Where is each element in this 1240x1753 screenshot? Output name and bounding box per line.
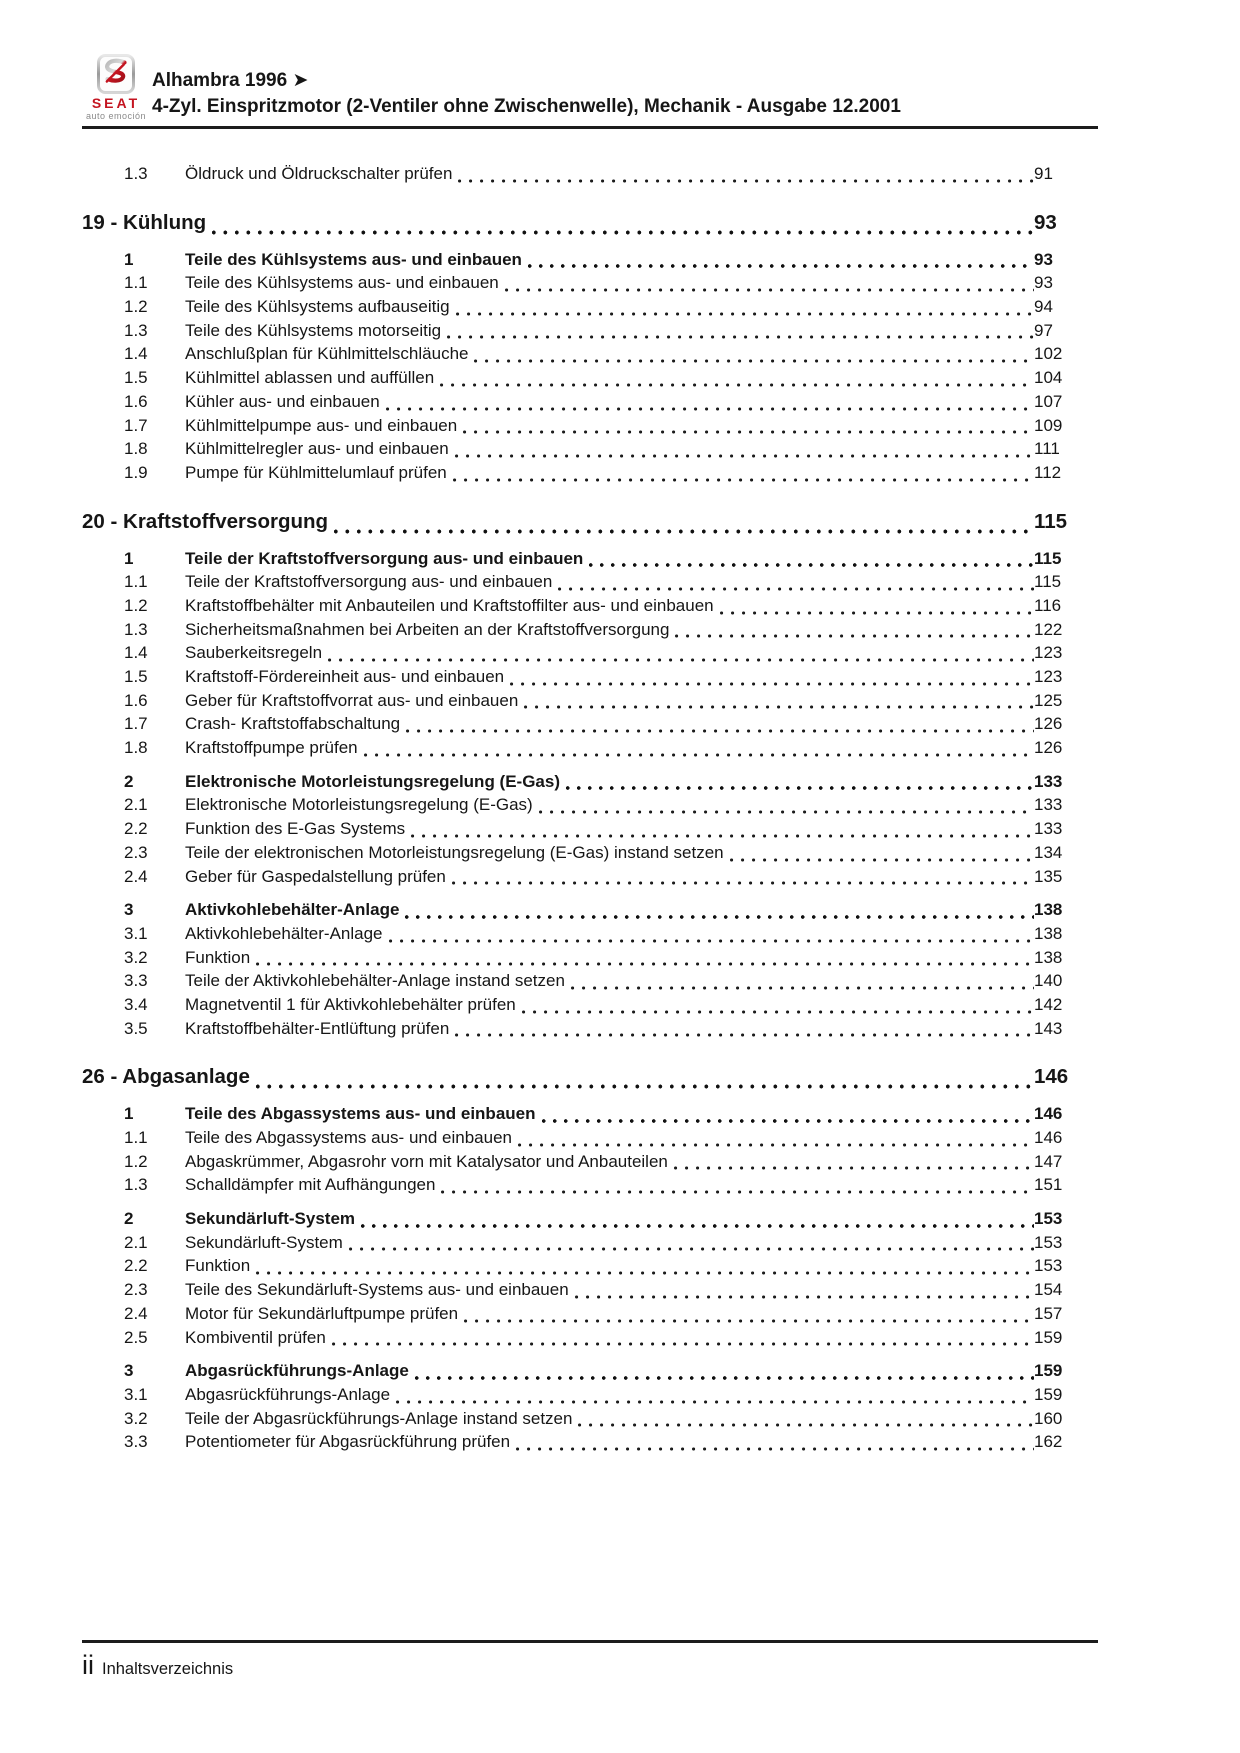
toc-entry-number: 1.7 (124, 714, 148, 734)
dot-leader (589, 554, 1034, 570)
toc-entry-number: 3.2 (124, 947, 148, 967)
toc-entry-page: 133 (1034, 771, 1063, 791)
toc-entry-number: 3.1 (124, 1384, 148, 1404)
toc-entry-title: Teile des Kühlsystems aus- und einbauen (185, 273, 499, 293)
dot-leader (675, 625, 1034, 641)
toc-section-heading (82, 507, 1082, 537)
toc-entry (82, 1326, 1082, 1350)
toc-entry-page: 107 (1034, 391, 1063, 411)
toc-entry-title: Anschlußplan für Kühlmittelschläuche (185, 344, 469, 364)
header-model-line: Alhambra 1996 ➤ (152, 70, 309, 91)
dot-leader (396, 1391, 1034, 1407)
dot-leader (578, 1414, 1034, 1430)
toc-entry-number: 1.2 (124, 297, 148, 317)
seat-tagline: auto emoción (85, 111, 147, 121)
toc-entry (82, 461, 1082, 485)
toc-entry-number: 1.2 (124, 595, 148, 615)
toc-entry (82, 736, 1082, 760)
dot-leader (558, 578, 1034, 594)
toc-entry-title: Sekundärluft-System (185, 1209, 356, 1229)
dot-leader (571, 977, 1034, 993)
dot-leader (452, 872, 1034, 888)
toc-entry-page: 122 (1034, 619, 1063, 639)
toc-section-title: 19 - Kühlung (82, 210, 207, 234)
toc-entry (82, 594, 1082, 618)
toc-entry (82, 1150, 1082, 1174)
dot-leader (524, 696, 1034, 712)
toc-entry-number: 2 (124, 771, 134, 791)
toc-section-entries (82, 1102, 1082, 1454)
toc-entry-title: Geber für Gaspedalstellung prüfen (185, 866, 446, 886)
dot-leader (415, 1367, 1034, 1383)
toc-entry-title: Teile des Kühlsystems aus- und einbauen (185, 249, 522, 269)
toc-entry-number: 2.3 (124, 842, 148, 862)
toc-section (82, 507, 1082, 1041)
toc-entry-page: 123 (1034, 667, 1063, 686)
dot-leader (389, 930, 1034, 946)
toc-entry-number: 3.3 (124, 971, 148, 991)
toc-entry-title: Magnetventil 1 für Aktivkohlebehälter prüfen (185, 994, 516, 1014)
toc-entry-title: Teile des Kühlsystems aufbauseitig (185, 297, 450, 317)
toc-entry-number: 2.1 (124, 1232, 148, 1252)
toc-entry-number: 1.3 (124, 320, 148, 340)
dot-leader (361, 1215, 1034, 1231)
toc-entry-number: 2.2 (124, 1256, 148, 1276)
toc-entry-title: Pumpe für Kühlmittelumlauf prüfen (185, 462, 447, 482)
toc-pre-entries (82, 162, 1082, 186)
toc-entry-number: 1 (124, 548, 134, 568)
dot-leader (212, 219, 1034, 238)
dot-leader (447, 326, 1034, 342)
toc-entry-title: Kühler aus- und einbauen (185, 391, 380, 411)
toc-entry-page: 160 (1034, 1408, 1063, 1428)
toc-section-heading (82, 1062, 1082, 1092)
dot-leader (522, 1001, 1034, 1017)
toc-entry-title: Funktion (185, 1256, 251, 1276)
toc-entry-page: 104 (1034, 368, 1063, 388)
toc-entry-title: Teile der elektronischen Motorleistungsregelung (E-Gas) instand setzen (185, 842, 724, 862)
toc-entry (82, 1302, 1082, 1326)
toc-entry (82, 865, 1082, 889)
toc-entry-page: 153 (1034, 1256, 1063, 1276)
dot-leader (453, 469, 1034, 485)
toc-entry (82, 162, 1082, 186)
toc-entry-number: 2 (124, 1209, 134, 1229)
footer-label: Inhaltsverzeichnis (102, 1660, 234, 1678)
toc-entry-page: 153 (1034, 1232, 1063, 1252)
toc-entry-title: Crash- Kraftstoffabschaltung (185, 714, 401, 734)
dot-leader (406, 720, 1034, 736)
toc-entry-page: 109 (1034, 415, 1063, 435)
toc-entry-title: Teile der Abgasrückführungs-Anlage instand setzen (185, 1408, 573, 1428)
toc-entry-number: 2.4 (124, 866, 148, 886)
toc-entry-title: Teile des Sekundärluft-Systems aus- und einbauen (185, 1280, 569, 1300)
toc-entry-page: 112 (1034, 462, 1062, 482)
toc-entry (82, 271, 1082, 295)
dot-leader (542, 1110, 1035, 1126)
toc-entry (82, 641, 1082, 665)
toc-entry (82, 295, 1082, 319)
dot-leader (455, 445, 1034, 461)
toc-entry (82, 1254, 1082, 1278)
toc-entry-page: 94 (1034, 297, 1053, 317)
toc-entry-title: Kraftstoffpumpe prüfen (185, 738, 358, 758)
toc-entry-page: 123 (1034, 643, 1063, 663)
toc-entry-number: 1.4 (124, 344, 148, 364)
dot-leader (528, 255, 1034, 271)
toc-entry-number: 3.1 (124, 923, 148, 943)
header-title-line: 4-Zyl. Einspritzmotor (2-Ventiler ohne Zwischenwelle), Mechanik - Ausgabe 12.2001 (152, 96, 901, 117)
toc-entry (82, 1430, 1082, 1454)
toc-entry (82, 841, 1082, 865)
toc-sections (82, 208, 1082, 1454)
toc-entry (82, 1278, 1082, 1302)
dot-leader (332, 1333, 1034, 1349)
toc-entry-number: 1.1 (124, 1128, 148, 1147)
toc-entry-number: 1.3 (124, 619, 148, 639)
toc-entry-title: Kühlmittel ablassen und auffüllen (185, 368, 435, 388)
toc-entry-number: 1.6 (124, 391, 148, 411)
toc-entry (82, 922, 1082, 946)
toc-entry (82, 1383, 1082, 1407)
dot-leader (411, 825, 1034, 841)
toc-entry (82, 390, 1082, 414)
toc-entry-title: Motor für Sekundärluftpumpe prüfen (185, 1303, 459, 1323)
dot-leader (458, 170, 1034, 186)
toc-section-page: 115 (1034, 509, 1068, 533)
dot-leader (474, 350, 1034, 366)
toc-entry-number: 1.3 (124, 1175, 148, 1195)
toc-entry-title: Schalldämpfer mit Aufhängungen (185, 1175, 436, 1195)
toc-entry (82, 712, 1082, 736)
footer-page-number: ii (82, 1650, 94, 1680)
toc-entry-title: Teile des Abgassystems aus- und einbauen (185, 1128, 512, 1147)
dot-leader (256, 953, 1034, 969)
toc-entry (82, 1359, 1082, 1383)
toc-entry-number: 1.5 (124, 667, 148, 686)
toc-entry-number: 1 (124, 249, 134, 269)
toc-entry-title: Teile des Kühlsystems motorseitig (185, 320, 442, 340)
toc-entry (82, 437, 1082, 461)
toc-entry-number: 1.3 (124, 164, 148, 183)
toc-entry-page: 126 (1034, 738, 1063, 758)
toc-entry-page: 135 (1034, 866, 1063, 886)
dot-leader (516, 1438, 1034, 1454)
toc-entry-number: 3.3 (124, 1432, 148, 1452)
toc-entry-title: Aktivkohlebehälter-Anlage (185, 900, 400, 920)
toc-entry-title: Abgasrückführungs-Anlage (185, 1361, 409, 1381)
toc-entry-page: 97 (1034, 320, 1053, 340)
toc-entry-page: 133 (1034, 795, 1063, 815)
toc-entry (82, 993, 1082, 1017)
dot-leader (720, 602, 1034, 618)
toc-entry (82, 898, 1082, 922)
dot-leader (441, 1181, 1034, 1197)
toc-entry-page: 142 (1034, 994, 1063, 1014)
toc-entry-title: Potentiometer für Abgasrückführung prüfen (185, 1432, 511, 1452)
dot-leader (566, 777, 1034, 793)
toc-entry-page: 115 (1034, 572, 1062, 592)
dot-leader (463, 421, 1034, 437)
toc-entry-title: Abgaskrümmer, Abgasrohr vorn mit Katalysator und Anbauteilen (185, 1151, 668, 1171)
dot-leader (386, 398, 1034, 414)
toc-entry (82, 618, 1082, 642)
toc-entry (82, 770, 1082, 794)
toc-entry-page: 143 (1034, 1018, 1063, 1038)
dot-leader (349, 1238, 1034, 1254)
toc-entry-page: 157 (1034, 1303, 1063, 1323)
toc-entry-page: 140 (1034, 971, 1063, 991)
toc-entry-number: 1.1 (124, 572, 148, 592)
toc-section-page: 146 (1034, 1065, 1069, 1089)
toc-entry-page: 138 (1034, 900, 1063, 920)
dot-leader (510, 673, 1034, 689)
toc-entry-number: 1.9 (124, 462, 148, 482)
toc-entry-title: Abgasrückführungs-Anlage (185, 1384, 391, 1404)
toc-entry-page: 153 (1034, 1209, 1063, 1229)
toc-entry (82, 1207, 1082, 1231)
toc-entry-page: 111 (1034, 439, 1060, 459)
toc-entry-title: Kombiventil prüfen (185, 1327, 326, 1347)
toc-entry (82, 969, 1082, 993)
toc-entry-page: 91 (1034, 164, 1053, 183)
toc-entry-title: Sekundärluft-System (185, 1232, 343, 1252)
toc-entry-page: 147 (1034, 1151, 1063, 1171)
dot-leader (256, 1073, 1034, 1092)
footer-divider (82, 1640, 1098, 1643)
page-footer (82, 1648, 233, 1682)
toc-entry-page: 159 (1034, 1384, 1063, 1404)
toc-entry-page: 134 (1034, 842, 1063, 862)
dot-leader (539, 801, 1034, 817)
toc-entry-number: 2.4 (124, 1303, 148, 1323)
toc-entry-title: Kraftstoffbehälter-Entlüftung prüfen (185, 1018, 450, 1038)
toc-entry (82, 1407, 1082, 1431)
toc-entry-number: 2.2 (124, 819, 148, 839)
toc-entry (82, 1102, 1082, 1126)
toc-entry-number: 1.8 (124, 439, 148, 459)
toc-entry-page: 93 (1034, 273, 1053, 293)
toc-entry-number: 1.1 (124, 273, 148, 293)
toc-section-entries (82, 248, 1082, 485)
dot-leader (464, 1310, 1034, 1326)
toc-entry-title: Kraftstoff-Fördereinheit aus- und einbauen (185, 667, 505, 686)
toc-entry-page: 146 (1034, 1104, 1063, 1124)
toc-entry (82, 366, 1082, 390)
dot-leader (334, 518, 1034, 537)
toc-entry-title: Elektronische Motorleistungsregelung (E-Gas) (185, 795, 533, 815)
toc-entry-number: 1.4 (124, 643, 148, 663)
toc-entry-page: 138 (1034, 923, 1063, 943)
toc-section-title: 20 - Kraftstoffversorgung (82, 509, 329, 533)
seat-s-icon (97, 54, 135, 94)
toc-entry-page: 115 (1034, 548, 1062, 568)
toc-entry (82, 1126, 1082, 1150)
toc-entry-page: 151 (1034, 1175, 1063, 1195)
toc-entry (82, 414, 1082, 438)
toc-section (82, 1062, 1082, 1454)
toc-entry-page: 154 (1034, 1280, 1063, 1300)
toc-entry (82, 248, 1082, 272)
toc-entry-number: 3 (124, 1361, 134, 1381)
toc-entry (82, 665, 1082, 689)
dot-leader (405, 906, 1034, 922)
toc-entry-page: 125 (1034, 690, 1063, 710)
dot-leader (674, 1157, 1034, 1173)
toc-entry-title: Funktion des E-Gas Systems (185, 819, 406, 839)
dot-leader (364, 744, 1034, 760)
toc-entry-title: Teile der Kraftstoffversorgung aus- und einbauen (185, 572, 553, 592)
toc-entry-page: 126 (1034, 714, 1063, 734)
toc-entry-page: 146 (1034, 1128, 1063, 1147)
toc-entry-number: 1.5 (124, 368, 148, 388)
toc-entry (82, 793, 1082, 817)
toc-entry-number: 1.2 (124, 1151, 148, 1171)
toc-entry-page: 116 (1034, 595, 1062, 615)
toc-entry-number: 2.3 (124, 1280, 148, 1300)
toc-entry-title: Kühlmittelregler aus- und einbauen (185, 439, 449, 459)
seat-logo (78, 54, 154, 121)
dot-leader (440, 374, 1034, 390)
toc-entry-number: 1.8 (124, 738, 148, 758)
toc-entry-title: Sicherheitsmaßnahmen bei Arbeiten an der Kraftstoffversorgung (185, 619, 670, 639)
toc-entry-page: 133 (1034, 819, 1063, 839)
dot-leader (328, 649, 1034, 665)
toc-entry-number: 3.4 (124, 994, 148, 1014)
toc-entry-page: 93 (1034, 249, 1053, 269)
toc-entry (82, 570, 1082, 594)
toc-entry (82, 1173, 1082, 1197)
toc-entry-number: 1.6 (124, 690, 148, 710)
toc-section-page: 93 (1034, 210, 1057, 234)
toc-entry-title: Aktivkohlebehälter-Anlage (185, 923, 383, 943)
toc-entry (82, 1231, 1082, 1255)
toc-entry-title: Sauberkeitsregeln (185, 643, 323, 663)
toc-entry-title: Funktion (185, 947, 251, 967)
toc-section-entries (82, 547, 1082, 1041)
dot-leader (455, 1024, 1034, 1040)
toc-entry (82, 817, 1082, 841)
toc-section-title: 26 - Abgasanlage (82, 1065, 250, 1089)
dot-leader (730, 849, 1034, 865)
document-header (152, 68, 1102, 120)
seat-wordmark: SEAT (91, 95, 141, 111)
dot-leader (505, 279, 1034, 295)
toc-entry-title: Geber für Kraftstoffvorrat aus- und einbauen (185, 690, 519, 710)
toc-entry-number: 1 (124, 1104, 134, 1124)
toc-entry-title: Elektronische Motorleistungsregelung (E-Gas) (185, 771, 561, 791)
toc-entry (82, 319, 1082, 343)
toc-entry-page: 159 (1034, 1327, 1063, 1347)
toc-entry (82, 1017, 1082, 1041)
toc-entry (82, 547, 1082, 571)
toc-entry (82, 946, 1082, 970)
toc-entry-title: Kraftstoffbehälter mit Anbauteilen und Kraftstoffilter aus- und einbauen (185, 595, 714, 615)
toc-entry-number: 2.1 (124, 795, 148, 815)
toc-entry (82, 689, 1082, 713)
toc-entry-number: 1.7 (124, 415, 148, 435)
toc-entry-number: 3 (124, 900, 134, 920)
toc-entry-number: 3.2 (124, 1408, 148, 1428)
header-divider (82, 126, 1098, 129)
toc-entry-page: 138 (1034, 947, 1063, 967)
dot-leader (456, 303, 1034, 319)
toc-entry-title: Öldruck und Öldruckschalter prüfen (185, 164, 453, 183)
dot-leader (256, 1262, 1034, 1278)
toc-section-heading (82, 208, 1082, 238)
toc-entry-title: Teile der Kraftstoffversorgung aus- und einbauen (185, 548, 584, 568)
toc-entry-title: Teile der Aktivkohlebehälter-Anlage instand setzen (185, 971, 565, 991)
dot-leader (575, 1286, 1034, 1302)
toc-entry (82, 342, 1082, 366)
toc-entry-number: 3.5 (124, 1018, 148, 1038)
toc-entry-number: 2.5 (124, 1327, 148, 1347)
toc-section (82, 208, 1082, 485)
toc-entry-page: 159 (1034, 1361, 1063, 1381)
toc-entry-page: 162 (1034, 1432, 1063, 1452)
toc-entry-page: 102 (1034, 344, 1063, 364)
table-of-contents (82, 162, 1082, 1454)
toc-entry-title: Teile des Abgassystems aus- und einbauen (185, 1104, 536, 1124)
toc-entry-title: Kühlmittelpumpe aus- und einbauen (185, 415, 458, 435)
dot-leader (518, 1134, 1034, 1150)
